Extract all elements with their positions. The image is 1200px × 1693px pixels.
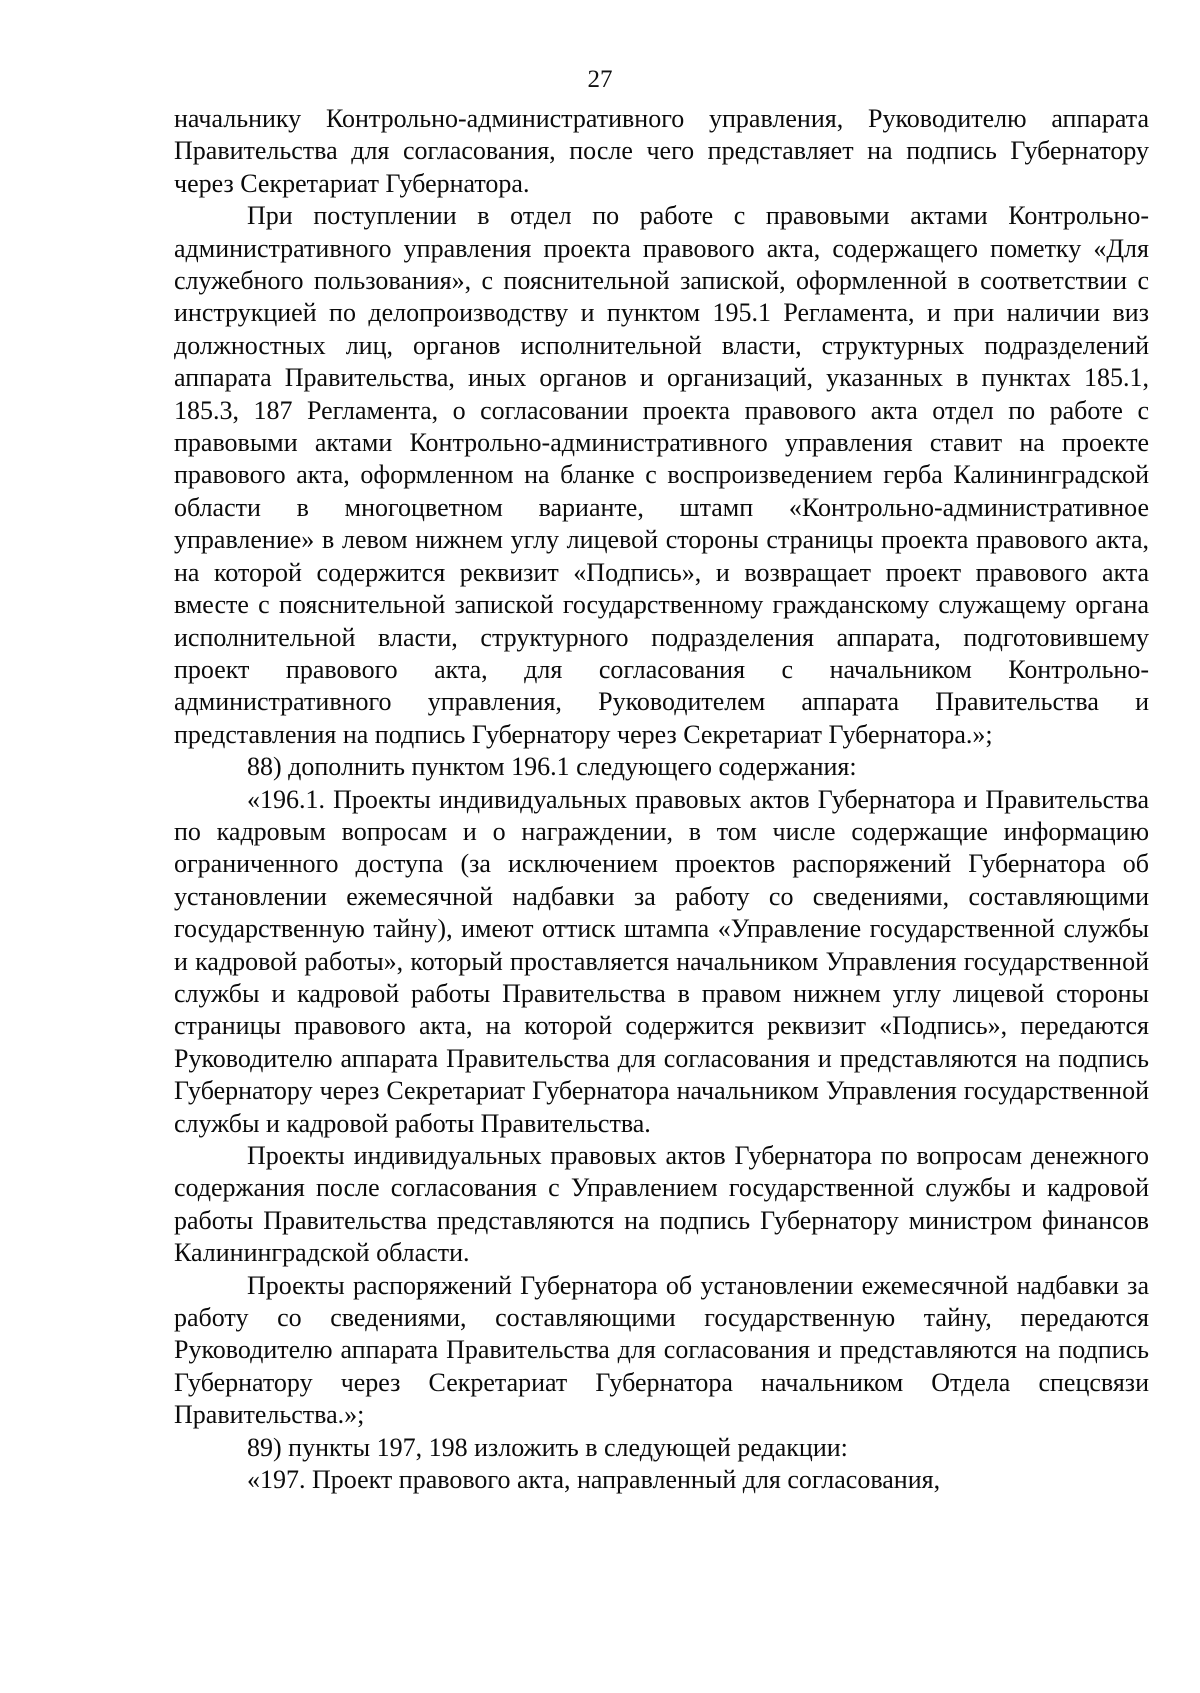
document-body — [174, 103, 1149, 1496]
paragraph-salary-projects: Проекты индивидуальных правовых актов Губернатора по вопросам денежного содержания после согласования с Управлением государственной службы и кадровой работы Правительства представляются на подпись Губернатору министром финансов Калининградской области. — [174, 1141, 1149, 1268]
paragraph-allowance-projects: Проекты распоряжений Губернатора об установлении ежемесячной надбавки за работу со сведениями, составляющими государственную тайну, передаются Руководителю аппарата Правительства для согласования и представляются на подпись Губернатору через Секретариат Губернатора начальником Отдела спецсвязи Правительства.»; — [174, 1270, 1149, 1430]
paragraph-item-88: 88) дополнить пунктом 196.1 следующего содержания: — [247, 752, 857, 782]
paragraph-dsp-procedure: При поступлении в отдел по работе с правовыми актами Контрольно-административного управления проекта правового акта, содержащего пометку «Для служебного пользования», с пояснительной запиской, оформленной в соответствии с инструкцией по делопроизводству и пунктом 195.1 Регламента, и при наличии виз должностных лиц, органов исполнительной власти, структурных подразделений аппарата Правительства, иных органов и организаций, указанных в пунктах 185.1, 185.3, 187 Регламента, о согласовании проекта правового акта отдел по работе с правовыми актами Контрольно-административного управления ставит на проекте правового акта, оформленном на бланке с воспроизведением герба Калининградской области в многоцветном варианте, штамп «Контрольно-административное управление» в левом нижнем углу лицевой стороны страницы проекта правового акта, на которой содержится реквизит «Подпись», и возвращает проект правового акта вместе с пояснительной запиской государственному гражданскому служащему органа исполнительной власти, структурного подразделения аппарата, подготовившему проект правового акта, для согласования с начальником Контрольно-административного управления, Руководителем аппарата Правительства и представления на подпись Губернатору через Секретариат Губернатора.»; — [174, 201, 1149, 749]
page-number: 27 — [587, 66, 613, 93]
paragraph-item-89: 89) пункты 197, 198 изложить в следующей редакции: — [247, 1432, 848, 1462]
paragraph-continuation: начальнику Контрольно-административного управления, Руководителю аппарата Правительства для согласования, после чего представляет на подпись Губернатору через Секретариат Губернатора. — [174, 104, 1149, 198]
paragraph-clause-196-1: «196.1. Проекты индивидуальных правовых актов Губернатора и Правительства по кадровым вопросам и о награждении, в том числе содержащие информацию ограниченного доступа (за исключением проектов распоряжений Губернатора об установлении ежемесячной надбавки за работу со сведениями, составляющими государственную тайну), имеют оттиск штампа «Управление государственной службы и кадровой работы», который проставляется начальником Управления государственной службы и кадровой работы Правительства в правом нижнем углу лицевой стороны страницы правового акта, на которой содержится реквизит «Подпись», передаются Руководителю аппарата Правительства для согласования и представляются на подпись Губернатору через Секретариат Губернатора начальником Управления государственной службы и кадровой работы Правительства. — [174, 784, 1149, 1138]
paragraph-clause-197: «197. Проект правового акта, направленный для согласования, — [247, 1465, 941, 1495]
